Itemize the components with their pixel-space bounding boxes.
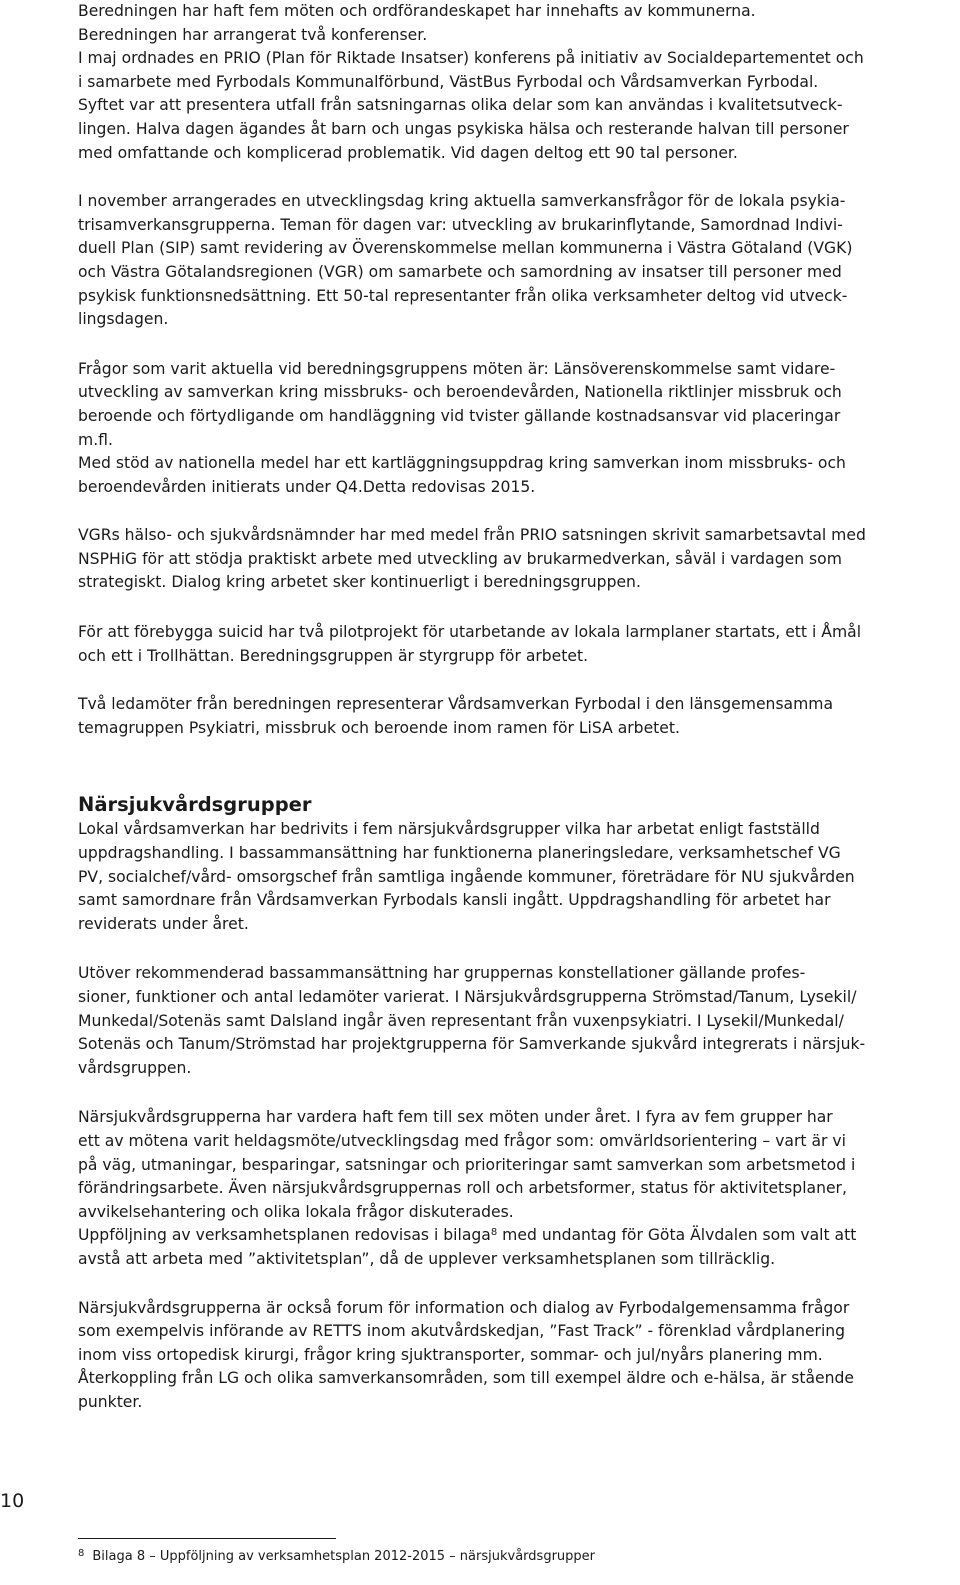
text-line: m.fl. bbox=[78, 430, 113, 449]
text-line: duell Plan (SIP) samt revidering av Överenskommelse mellan kommunerna i Västra Götaland (VGK) bbox=[78, 239, 853, 258]
text-line: Sotenäs och Tanum/Strömstad har projektgrupperna för Samverkande sjukvård integrerats i närsjuk- bbox=[78, 1035, 866, 1054]
text-line: temagruppen Psykiatri, missbruk och beroende inom ramen för LiSA arbetet. bbox=[78, 718, 680, 737]
paragraph bbox=[78, 190, 948, 332]
text-line: utveckling av samverkan kring missbruks- och beroendevården, Nationella riktlinjer missbruk och bbox=[78, 383, 842, 402]
text-line bbox=[78, 1224, 948, 1248]
text-line: psykisk funktionsnedsättning. Ett 50-tal representanter från olika verksamheter deltog vid utveck- bbox=[78, 286, 848, 305]
text-line: med omfattande och komplicerad problematik. Vid dagen deltog ett 90 tal personer. bbox=[78, 143, 738, 162]
text-line: Närsjukvårdsgrupperna är också forum för information och dialog av Fyrbodalgemensamma frågor bbox=[78, 1298, 850, 1317]
paragraph bbox=[78, 358, 948, 500]
text-line: Med stöd av nationella medel har ett kartläggningsuppdrag kring samverkan inom missbruks- och bbox=[78, 454, 846, 473]
text-line: förändringsarbete. Även närsjukvårdsgruppernas roll och arbetsformer, status för aktivitetsplaner, bbox=[78, 1179, 847, 1198]
text-line: Återkoppling från LG och olika samverkansområden, som till exempel äldre och e-hälsa, är stående bbox=[78, 1369, 855, 1388]
text-line: beroende och förtydligande om handläggning vid tvister gällande kostnadsansvar vid placeringar bbox=[78, 406, 841, 425]
text-line: I maj ordnades en PRIO (Plan för Riktade Insatser) konferens på initiativ av Socialdepartementet och bbox=[78, 49, 864, 68]
text-line: ett av mötena varit heldagsmöte/utvecklingsdag med frågor som: omvärldsorientering – vart är vi bbox=[78, 1131, 846, 1150]
text-line: VGRs hälso- och sjukvårdsnämnder har med medel från PRIO satsningen skrivit samarbetsavtal med bbox=[78, 526, 866, 545]
text-line: uppdragshandling. I bassammansättning har funktionerna planeringsledare, verksamhetschef VG bbox=[78, 844, 841, 863]
text-line: Syftet var att presentera utfall från satsningarnas olika delar som kan användas i kvalitetsutveck- bbox=[78, 96, 843, 115]
text-line: lingen. Halva dagen ägandes åt barn och ungas psykiska hälsa och resterande halvan till personer bbox=[78, 119, 849, 138]
paragraph bbox=[78, 693, 948, 740]
text-line: avstå att arbeta med ”aktivitetsplan”, då de upplever verksamhetsplanen som tillräcklig. bbox=[78, 1249, 776, 1268]
text-line: avvikelsehantering och olika lokala frågor diskuterades. bbox=[78, 1202, 514, 1221]
text-segment: med undantag för Göta Älvdalen som valt att bbox=[497, 1226, 857, 1245]
text-line: Lokal vårdsamverkan har bedrivits i fem närsjukvårdsgrupper vilka har arbetat enligt fastställd bbox=[78, 820, 820, 839]
footnote-reference: 8 bbox=[490, 1227, 498, 1239]
text-line: och ett i Trollhättan. Beredningsgruppen är styrgrupp för arbetet. bbox=[78, 646, 589, 665]
text-line: I november arrangerades en utvecklingsdag kring aktuella samverkansfrågor för de lokala psykia- bbox=[78, 192, 846, 211]
text-line: För att förebygga suicid har två pilotprojekt för utarbetande av lokala larmplaner startats, ett i Åmål bbox=[78, 623, 862, 642]
text-line: Utöver rekommenderad bassammansättning har gruppernas konstellationer gällande profes- bbox=[78, 964, 806, 983]
text-line: Beredningen har arrangerat två konferenser. bbox=[78, 25, 428, 44]
text-line: och Västra Götalandsregionen (VGR) om samarbete och samordning av insatser till personer med bbox=[78, 262, 842, 281]
text-line: samt samordnare från Vårdsamverkan Fyrbodals kansli ingått. Uppdragshandling för arbetet har bbox=[78, 891, 831, 910]
text-line: Närsjukvårdsgrupperna har vardera haft fem till sex möten under året. I fyra av fem grupper har bbox=[78, 1108, 833, 1127]
text-line: Två ledamöter från beredningen representerar Vårdsamverkan Fyrbodal i den länsgemensamma bbox=[78, 695, 834, 714]
text-line: trisamverkansgrupperna. Teman för dagen var: utveckling av brukarinflytande, Samordnad Indivi- bbox=[78, 215, 843, 234]
paragraph bbox=[78, 621, 948, 668]
paragraph bbox=[78, 1106, 948, 1271]
document-body bbox=[78, 0, 948, 1415]
paragraph bbox=[78, 818, 948, 936]
text-line: punkter. bbox=[78, 1392, 143, 1411]
footnote-text: Bilaga 8 – Uppföljning av verksamhetsplan 2012-2015 – närsjukvårdsgrupper bbox=[92, 1549, 595, 1564]
section-heading: Närsjukvårdsgrupper bbox=[78, 793, 312, 817]
footnote-divider bbox=[78, 1538, 336, 1539]
text-line: Beredningen har haft fem möten och ordförandeskapet har innehafts av kommunerna. bbox=[78, 2, 756, 20]
page-number: 10 bbox=[0, 1490, 25, 1512]
paragraph bbox=[78, 524, 948, 595]
text-line: sioner, funktioner och antal ledamöter varierat. I Närsjukvårdsgrupperna Strömstad/Tanum, Lysekil/ bbox=[78, 988, 857, 1006]
paragraph bbox=[78, 1297, 948, 1415]
text-line: beroendevården initierats under Q4.Detta redovisas 2015. bbox=[78, 477, 536, 496]
paragraph bbox=[78, 962, 948, 1080]
text-line: i samarbete med Fyrbodals Kommunalförbund, VästBus Fyrbodal och Vårdsamverkan Fyrbodal. bbox=[78, 72, 819, 91]
text-line: lingsdagen. bbox=[78, 310, 169, 329]
text-line: vårdsgruppen. bbox=[78, 1058, 192, 1077]
text-line: strategiskt. Dialog kring arbetet sker kontinuerligt i beredningsgruppen. bbox=[78, 573, 641, 592]
footnote-number: 8 bbox=[78, 1548, 85, 1559]
text-line: Frågor som varit aktuella vid beredningsgruppens möten är: Länsöverenskommelse samt vidare- bbox=[78, 359, 836, 378]
footnote bbox=[78, 1548, 595, 1564]
text-line: inom viss ortopedisk kirurgi, frågor kring sjuktransporter, sommar- och jul/nyårs planering mm. bbox=[78, 1345, 823, 1364]
text-line: Munkedal/Sotenäs samt Dalsland ingår även representant från vuxenpsykiatri. I Lysekil/Munkedal/ bbox=[78, 1011, 844, 1030]
text-line: NSPHiG för att stödja praktiskt arbete med utveckling av brukarmedverkan, såväl i vardagen som bbox=[78, 549, 842, 568]
text-line: som exempelvis införande av RETTS inom akutvårdskedjan, ”Fast Track” - förenklad vårdplanering bbox=[78, 1322, 846, 1341]
text-line: PV, socialchef/vård- omsorgschef från samtliga ingående kommuner, företrädare för NU sjukvården bbox=[78, 867, 855, 886]
text-segment: Uppföljning av verksamhetsplanen redovisas i bilaga bbox=[78, 1226, 491, 1245]
paragraph bbox=[78, 0, 948, 165]
text-line: reviderats under året. bbox=[78, 914, 249, 933]
text-line: på väg, utmaningar, besparingar, satsningar och prioriteringar samt samverkan som arbetsmetod i bbox=[78, 1155, 856, 1174]
